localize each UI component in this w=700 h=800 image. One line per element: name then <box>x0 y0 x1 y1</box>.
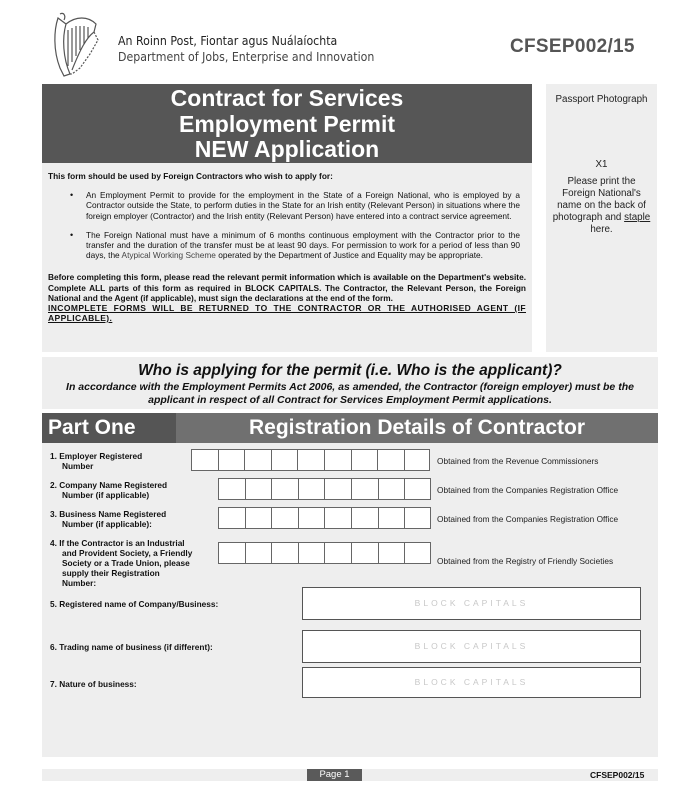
question-label-5: 5. Registered name of Company/Business: <box>50 599 219 609</box>
photo-count: X1 <box>595 159 608 170</box>
character-box[interactable] <box>244 449 271 471</box>
applicant-note: In accordance with the Employment Permits Act 2006, as amended, the Contractor (foreign employer) must be the applicant in respect of all Contract for Services Employment Permit applications. <box>66 381 634 406</box>
question-text: 2. Company Name Registered <box>50 480 168 490</box>
character-box[interactable] <box>191 449 218 471</box>
question-text: Society or a Trade Union, please <box>62 558 190 568</box>
source-note: Obtained from the Companies Registration Office <box>437 485 619 495</box>
character-box[interactable] <box>324 542 351 564</box>
title-line-1: Contract for Services <box>170 85 404 111</box>
character-box[interactable] <box>218 449 245 471</box>
character-box[interactable] <box>351 542 378 564</box>
character-box[interactable] <box>404 542 431 564</box>
character-box[interactable] <box>245 478 272 500</box>
registered-name-input[interactable]: BLOCK CAPITALS <box>302 587 641 620</box>
society-registration-number-input[interactable] <box>218 542 431 564</box>
source-note: Obtained from the Revenue Commissioners <box>437 456 599 466</box>
title-line-3: NEW Application <box>194 136 380 162</box>
nature-of-business-input[interactable]: BLOCK CAPITALS <box>302 667 641 698</box>
question-label-2 <box>50 480 167 500</box>
question-label-6: 6. Trading name of business (if different): <box>50 642 213 652</box>
character-box[interactable] <box>271 507 298 529</box>
bullet-text-part: The Foreign National must have a minimum of 6 months continuous employment with the Contractor prior to the transfer and the duration of the transfer must be at least 90 days. For permission to work for a period of less than 90 days, the <box>86 229 520 261</box>
applicant-question: Who is applying for the permit (i.e. Who is the applicant)? <box>138 362 562 379</box>
character-box[interactable] <box>218 478 245 500</box>
applicant-section <box>42 357 658 409</box>
bullet-icon: • <box>70 190 74 201</box>
info-bullet <box>48 230 526 261</box>
part-title: Registration Details of Contractor <box>176 413 658 443</box>
character-box[interactable] <box>218 542 245 564</box>
character-box[interactable] <box>218 507 245 529</box>
question-label-4 <box>50 538 192 588</box>
registration-form <box>42 443 658 757</box>
character-box[interactable] <box>297 449 324 471</box>
source-note: Obtained from the Companies Registration Office <box>437 514 619 524</box>
passport-photo-box <box>546 84 657 352</box>
info-intro: This form should be used by Foreign Contractors who wish to apply for: <box>48 171 333 181</box>
bullet-text <box>86 230 526 261</box>
character-box[interactable] <box>271 478 298 500</box>
info-bullet <box>48 190 526 221</box>
info-panel <box>42 163 532 352</box>
bullet-icon: • <box>70 229 74 240</box>
page-number: Page 1 <box>307 769 362 781</box>
department-name-irish: An Roinn Post, Fiontar agus Nuálaíochta <box>118 33 338 48</box>
character-box[interactable] <box>298 478 325 500</box>
question-text: 3. Business Name Registered <box>50 509 167 519</box>
photo-instructions <box>546 176 657 236</box>
question-text: Number (if applicable) <box>62 490 150 500</box>
harp-emblem-logo <box>50 10 102 80</box>
trading-name-input[interactable]: BLOCK CAPITALS <box>302 630 641 663</box>
character-box[interactable] <box>245 507 272 529</box>
question-text: and Provident Society, a Friendly <box>62 548 193 558</box>
photo-instr-part: Please print the Foreign National's name on the back of photograph and <box>552 176 646 223</box>
character-box[interactable] <box>271 542 298 564</box>
character-box[interactable] <box>378 507 405 529</box>
character-box[interactable] <box>404 449 431 471</box>
character-box[interactable] <box>324 478 351 500</box>
character-box[interactable] <box>378 478 405 500</box>
employer-registered-number-input[interactable] <box>191 449 430 471</box>
atypical-scheme-link[interactable]: Atypical Working Scheme <box>121 250 216 261</box>
bullet-text-part: operated by the Department of Justice and Equality may be appropriate. <box>215 250 483 261</box>
character-box[interactable] <box>245 542 272 564</box>
character-box[interactable] <box>324 507 351 529</box>
character-box[interactable] <box>351 507 378 529</box>
part-label: Part One <box>42 413 176 443</box>
character-box[interactable] <box>298 542 325 564</box>
business-name-registered-number-input[interactable] <box>218 507 431 529</box>
question-text: supply their Registration <box>62 568 160 578</box>
character-box[interactable] <box>271 449 298 471</box>
question-text: 1. Employer Registered <box>50 451 143 461</box>
question-text: 4. If the Contractor is an Industrial <box>50 538 185 548</box>
part-one-header <box>42 413 658 443</box>
character-box[interactable] <box>351 478 378 500</box>
form-code: CFSEP002/15 <box>510 36 635 57</box>
info-instructions: Before completing this form, please read the relevant permit information which is available on the Department's website. Complete ALL parts of this form as required in BLOCK CAPITALS. The Contractor, the Relevant Person, the Foreign National and the Agent (if applicable), must sign the declarations at the end of the form. <box>48 272 526 303</box>
character-box[interactable] <box>324 449 351 471</box>
question-label-7: 7. Nature of business: <box>50 679 137 689</box>
department-name-english: Department of Jobs, Enterprise and Innovation <box>118 49 375 64</box>
character-box[interactable] <box>351 449 378 471</box>
question-label-1 <box>50 451 142 471</box>
footer-form-code: CFSEP002/15 <box>590 770 645 780</box>
company-name-registered-number-input[interactable] <box>218 478 431 500</box>
photo-label: Passport Photograph <box>555 94 648 105</box>
question-text: Number <box>62 461 94 471</box>
character-box[interactable] <box>378 542 405 564</box>
question-text: Number (if applicable): <box>62 519 152 529</box>
incomplete-warning: INCOMPLETE FORMS WILL BE RETURNED TO THE CONTRACTOR OR THE AUTHORISED AGENT (IF APPLICABLE). <box>48 303 526 324</box>
form-title <box>42 84 532 163</box>
title-line-2: Employment Permit <box>179 110 395 137</box>
character-box[interactable] <box>377 449 404 471</box>
character-box[interactable] <box>404 507 431 529</box>
character-box[interactable] <box>298 507 325 529</box>
photo-instr-staple: staple <box>624 212 651 223</box>
photo-instr-part: here. <box>590 224 613 235</box>
question-label-3 <box>50 509 166 529</box>
source-note: Obtained from the Registry of Friendly Societies <box>437 556 614 566</box>
character-box[interactable] <box>404 478 431 500</box>
question-text: Number: <box>62 578 97 588</box>
bullet-text: An Employment Permit to provide for the employment in the State of a Foreign National, who is employed by a Contractor outside the State, to perform duties in the State for an Irish entity (Relevant Person) in situations where the foreign employer (Contractor) and the Irish entity (Relevant Person) have entered into a contract service agreement. <box>86 190 520 221</box>
